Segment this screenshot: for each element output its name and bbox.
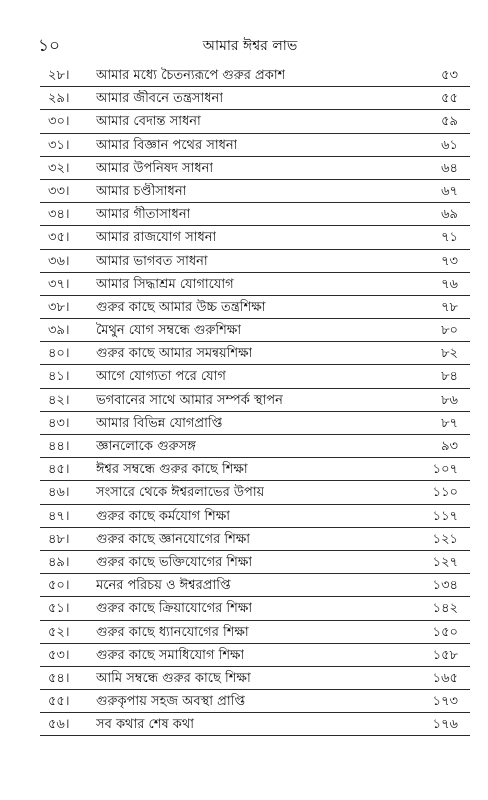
toc-entry [0,366,488,389]
toc-entry-title: সংসারে থেকে ঈশ্বরলাভের উপায় [96,485,265,501]
toc-entry-title: মৈথুন যোগ সম্বন্ধে গুরুশিক্ষা [96,323,242,339]
toc-entry-title: আমার উপনিষদ সাধনা [96,160,214,176]
toc-entry-number: ৩৫। [48,230,70,246]
toc-entry-number: ৩৪। [48,207,70,223]
toc-entry-number: ২৮। [48,68,70,83]
toc-row-divider [40,689,470,690]
toc-entry [0,181,488,204]
toc-entry-number: ৫০। [48,578,70,594]
toc-row-divider [40,480,470,481]
toc-entry-number: ৫১। [48,601,70,617]
toc-entry-page: ৮৪ [441,369,458,385]
toc-entry-number: ৪১। [48,369,70,385]
toc-row-divider [40,133,470,134]
toc-entry-page: ৫৯ [441,114,458,130]
toc-row-divider [40,364,470,365]
toc-entry-title: ভগবানের সাথে আমার সম্পর্ক স্থাপন [96,392,283,408]
page-header [0,0,488,60]
toc-entry-title: আমার রাজযোগ সাধনা [96,230,217,246]
toc-row-divider [40,202,470,203]
toc-entry-title: গুরুর কাছে কর্মযোগ শিক্ষা [96,508,231,524]
toc-row-divider [40,179,470,180]
toc-entry [0,645,488,668]
toc-entry-page: ৬৪ [441,160,458,176]
page-number: ১০ [38,36,61,56]
toc-entry [0,111,488,134]
toc-row-divider [40,620,470,621]
toc-entry-title: আমার বেদান্ত সাধনা [96,114,201,130]
toc-entry-title: জ্ঞানলোকে গুরুসঙ্গ [96,439,196,454]
toc-row-divider [40,643,470,644]
toc-entry-number: ৩৭। [48,276,70,292]
toc-entry-title: আমার জীবনে তন্ত্রসাধনা [96,91,224,107]
toc-entry-page: ১৬৫ [432,670,458,686]
toc-entry-page: ৭৮ [441,299,458,315]
toc-entry-page: ৮০ [441,323,458,339]
toc-row-divider [40,411,470,412]
toc-entry [0,459,488,482]
toc-entry-title: আমার বিভিন্ন যোগপ্রাপ্তি [96,415,223,431]
toc-entry-page: ৭৩ [441,253,458,269]
toc-entry-title: আগে যোগ্যতা পরে যোগ [96,369,226,385]
toc-row-divider [40,666,470,667]
toc-entry [0,135,488,158]
toc-entry-number: ৩২। [48,160,70,176]
toc-row-divider [40,341,470,342]
toc-entry-page: ১১০ [432,485,458,501]
toc-entry [0,297,488,320]
toc-entry-page: ১২৭ [432,554,458,570]
toc-entry-page: ১১৭ [432,508,458,524]
toc-entry [0,88,488,111]
toc-entry [0,436,488,459]
toc-row-divider [40,573,470,574]
toc-entry-title: গুরুর কাছে ভক্তিযোগের শিক্ষা [96,554,253,570]
toc-entry-title: সব কথার শেষ কথা [96,717,195,733]
toc-entry-number: ৩১। [48,137,70,153]
toc-entry-number: ২৯। [48,91,70,107]
toc-entry-title: গুরুর কাছে আমার সমন্বয়শিক্ষা [96,346,253,362]
toc-entry-number: ৩৮। [48,299,70,315]
toc-entry [0,529,488,552]
toc-entry-number: ৩০। [48,114,70,130]
toc-entry-title: আমার সিদ্ধাশ্রম যোগাযোগ [96,276,234,292]
toc-entry-page: ৫৩ [441,68,458,83]
toc-entry [0,691,488,714]
toc-entry-number: ৫৩। [48,647,70,663]
toc-entry-page: ১২১ [432,531,458,547]
toc-entry-page: ৬৯ [441,207,458,223]
toc-row-divider [40,434,470,435]
toc-row-divider [40,272,470,273]
toc-entry [0,343,488,366]
toc-entry [0,622,488,645]
toc-entry [0,227,488,250]
toc-row-divider [40,735,470,736]
toc-entry-title: গুরুর কাছে ধ্যানযোগের শিক্ষা [96,624,249,640]
toc-row-divider [40,225,470,226]
toc-row-divider [40,295,470,296]
toc-entry [0,320,488,343]
toc-entry-title: আমার মধ্যে চৈতন্যরূপে গুরুর প্রকাশ [96,68,286,83]
running-title: আমার ঈশ্বর লাভ [202,38,298,54]
toc-entry-page: ৯৩ [441,439,458,454]
toc-entry-number: ৪০। [48,346,70,362]
toc-entry-page: ১৪২ [432,601,458,617]
toc-entry-number: ৪৭। [48,508,70,524]
toc-entry [0,552,488,575]
toc-entry [0,575,488,598]
toc-entry-title: আমার চণ্ডীসাধনা [96,183,187,199]
toc-entry-number: ৪৩। [48,415,70,431]
toc-row-divider [40,388,470,389]
toc-entry-number: ৪৮। [48,531,70,547]
toc-entry-page: ১৩৪ [432,578,458,594]
toc-entry-number: ৪২। [48,392,70,408]
toc-entry [0,413,488,436]
toc-entry-title: ঈশ্বর সম্বন্ধে গুরুর কাছে শিক্ষা [96,462,248,478]
toc-entry [0,714,488,737]
toc-entry-page: ৫৫ [441,91,458,107]
toc-row-divider [40,457,470,458]
table-of-contents [0,65,488,737]
toc-row-divider [40,712,470,713]
toc-entry [0,506,488,529]
toc-row-divider [40,504,470,505]
toc-entry-title: আমি সম্বন্ধে গুরুর কাছে শিক্ষা [96,670,251,686]
toc-entry [0,204,488,227]
toc-entry-title: গুরুর কাছে আমার উচ্চ তন্ত্রশিক্ষা [96,299,266,315]
toc-entry-title: আমার ভাগবত সাধনা [96,253,208,269]
toc-entry-page: ১৫০ [432,624,458,640]
toc-entry-title: গুরুর কাছে জ্ঞানযোগের শিক্ষা [96,531,251,547]
toc-entry-number: ৪৪। [48,439,70,454]
toc-entry-page: ১৭৬ [432,717,458,733]
toc-entry-page: ৮৭ [441,415,458,431]
toc-entry-number: ৪৯। [48,554,70,570]
toc-entry-page: ৮২ [441,346,458,362]
toc-entry-title: আমার বিজ্ঞান পথের সাধনা [96,137,238,153]
toc-entry-number: ৫৪। [48,670,70,686]
toc-entry-page: ৮৬ [441,392,458,408]
toc-entry-page: ১০৭ [432,462,458,478]
toc-row-divider [40,249,470,250]
toc-entry [0,274,488,297]
toc-entry [0,390,488,413]
toc-entry-title: গুরুর কাছে সমাধিযোগ শিক্ষা [96,647,245,663]
toc-row-divider [40,86,470,87]
toc-entry-number: ৪৫। [48,462,70,478]
toc-entry-page: ৬৭ [441,183,458,199]
toc-entry [0,482,488,505]
toc-entry-page: ৭৬ [441,276,458,292]
toc-entry-page: ৭১ [441,230,458,246]
toc-entry-title: মনের পরিচয় ও ঈশ্বরপ্রাপ্তি [96,578,231,594]
toc-entry-number: ৩৩। [48,183,70,199]
toc-entry [0,251,488,274]
toc-entry-number: ৩৬। [48,253,70,269]
toc-row-divider [40,596,470,597]
toc-entry-title: গুরুকৃপায় সহজ অবস্থা প্রাপ্তি [96,694,246,710]
toc-entry [0,598,488,621]
toc-entry-number: ৫৬। [48,717,70,733]
toc-entry-page: ১৭৩ [432,694,458,710]
toc-row-divider [40,109,470,110]
toc-row-divider [40,550,470,551]
toc-entry-number: ৫৫। [48,694,70,710]
toc-entry-page: ১৫৮ [432,647,458,663]
toc-entry [0,158,488,181]
toc-row-divider [40,156,470,157]
toc-entry-number: ৪৬। [48,485,70,501]
toc-row-divider [40,318,470,319]
toc-entry-title: গুরুর কাছে ক্রিয়াযোগের শিক্ষা [96,601,253,617]
toc-entry [0,65,488,88]
toc-row-divider [40,527,470,528]
toc-entry-number: ৩৯। [48,323,70,339]
toc-entry-title: আমার গীতাসাধনা [96,207,191,223]
toc-entry-page: ৬১ [441,137,458,153]
toc-entry [0,668,488,691]
toc-entry-number: ৫২। [48,624,70,640]
